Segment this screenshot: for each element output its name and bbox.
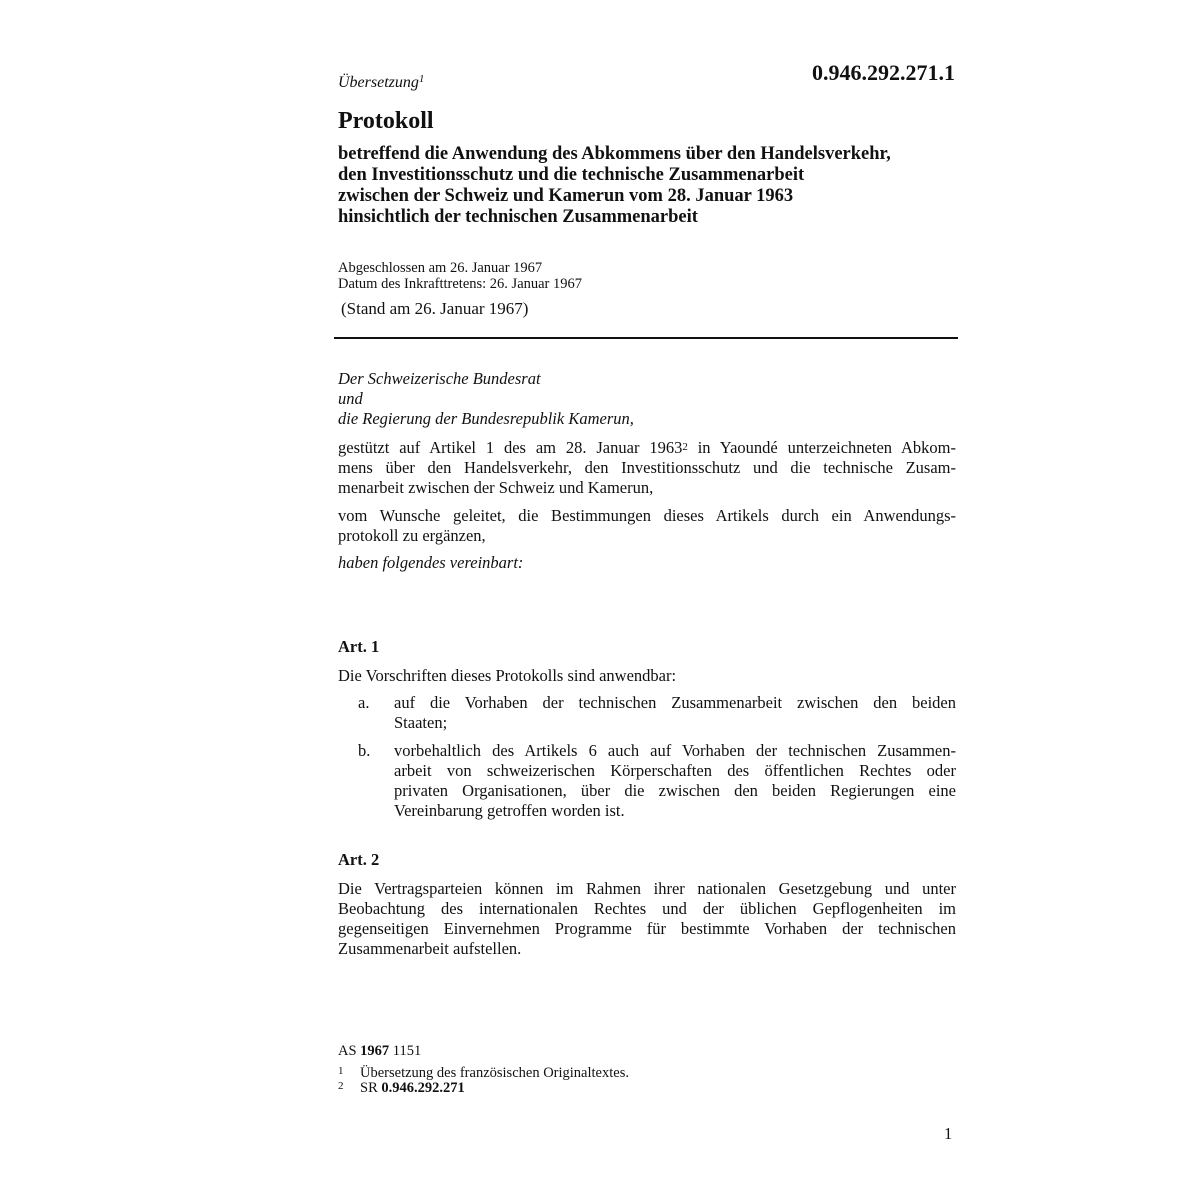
footnote-number: 1: [338, 1065, 344, 1077]
document-title: Protokoll: [338, 108, 434, 134]
sr-reference: 0.946.292.271: [381, 1080, 465, 1096]
dates-block: [338, 260, 582, 292]
official-collection-ref: [338, 1044, 421, 1066]
footnote-2: [338, 1080, 465, 1096]
sr-prefix: SR: [360, 1080, 378, 1096]
footnote-ref-2: 2: [682, 441, 688, 453]
article-1-title: Art. 1: [338, 637, 380, 656]
list-item-content: [394, 693, 956, 733]
text-line: Vereinbarung getroffen worden ist.: [394, 801, 625, 820]
preamble-paragraph-2: [338, 506, 956, 546]
list-item-content: [394, 741, 956, 821]
text-line: Die Vertragsparteien können im Rahmen ihrer nationalen Gesetzgebung und unter: [338, 879, 956, 898]
agreed-phrase: haben folgendes vereinbart:: [338, 553, 524, 572]
article-1-intro: Die Vorschriften dieses Protokolls sind anwendbar:: [338, 666, 677, 685]
as-prefix: AS: [338, 1043, 357, 1059]
in-force-date: Datum des Inkrafttretens: 26. Januar 1967: [338, 276, 583, 292]
subtitle-line: betreffend die Anwendung des Abkommens über den Handelsverkehr,: [338, 144, 891, 164]
as-page: 1151: [392, 1043, 422, 1059]
subtitle-line: hinsichtlich der technischen Zusammenarbeit: [338, 207, 698, 227]
text-line: Zusammenarbeit aufstellen.: [338, 939, 522, 958]
document-subtitle: [338, 144, 978, 228]
text-line: vorbehaltlich des Artikels 6 auch auf Vorhaben der technischen Zusammen-: [394, 741, 956, 760]
text-line: menarbeit zwischen der Schweiz und Kamerun,: [338, 478, 654, 497]
text-line: privaten Organisationen, über die zwischen den beiden Regierungen eine: [394, 781, 956, 800]
text-segment: gestützt auf Artikel 1 des am 28. Januar 1963: [338, 438, 683, 457]
text-line: vom Wunsche geleitet, die Bestimmungen dieses Artikels durch ein Anwendungs-: [338, 506, 956, 525]
footnote-number: 2: [338, 1080, 344, 1092]
sr-number: 0.946.292.271.1: [812, 60, 955, 85]
as-year: 1967: [360, 1043, 390, 1059]
text-line: arbeit von schweizerischen Körperschaften des öffentlichen Rechtes oder: [394, 761, 956, 780]
text-segment: in Yaoundé unterzeichneten Abkom-: [687, 438, 956, 457]
list-marker: a.: [358, 693, 370, 712]
footnotes: [338, 1043, 629, 1096]
footnote-text: [360, 1081, 465, 1096]
list-marker: b.: [358, 741, 371, 760]
text-line: Staaten;: [394, 713, 448, 732]
footnote-ref-1: 1: [418, 73, 425, 85]
article-2-title: Art. 2: [338, 850, 380, 869]
footnote-1: [338, 1065, 629, 1081]
text-line: gegenseitigen Einvernehmen Programme für bestimmte Vorhaben der technischen: [338, 919, 956, 938]
translation-label-text: Übersetzung: [338, 74, 419, 91]
party-2: die Regierung der Bundesrepublik Kamerun,: [338, 409, 634, 428]
party-1: Der Schweizerische Bundesrat: [338, 369, 541, 388]
text-line: protokoll zu ergänzen,: [338, 526, 486, 545]
text-line: [338, 438, 956, 458]
page-number: 1: [944, 1124, 953, 1143]
preamble-paragraph-1: [338, 438, 956, 498]
header-divider: [334, 337, 958, 339]
concluded-date: Abgeschlossen am 26. Januar 1967: [338, 260, 543, 276]
subtitle-line: den Investitionsschutz und die technische Zusammenarbeit: [338, 165, 805, 185]
text-line: mens über den Handelsverkehr, den Investitionsschutz und die technische Zusam-: [338, 458, 956, 477]
footnote-text: Übersetzung des französischen Originaltextes.: [360, 1065, 629, 1081]
article-2-body: [338, 879, 956, 959]
and-word: und: [338, 389, 363, 408]
text-line: Beobachtung des internationalen Rechtes und der üblichen Gepflogenheiten im: [338, 899, 956, 918]
text-line: auf die Vorhaben der technischen Zusammenarbeit zwischen den beiden: [394, 693, 956, 712]
translation-label: [338, 74, 424, 92]
subtitle-line: zwischen der Schweiz und Kamerun vom 28. Januar 1963: [338, 186, 794, 206]
status-date: (Stand am 26. Januar 1967): [341, 299, 529, 318]
